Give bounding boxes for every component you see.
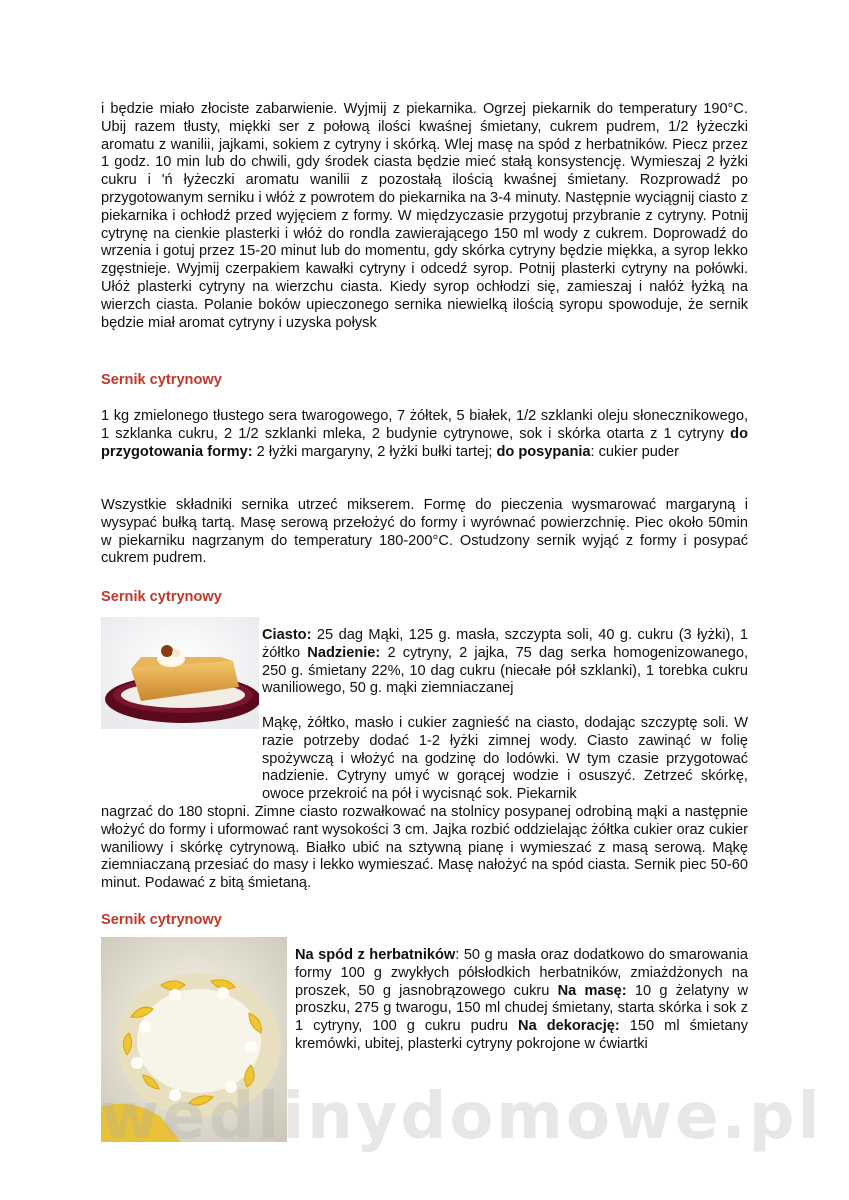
recipe4-ingredients bbox=[295, 947, 748, 1054]
recipe3-filling-label: Nadzienie: bbox=[307, 644, 381, 661]
recipe4-base-label: Na spód z herbatników bbox=[295, 947, 456, 963]
intro-text: i będzie miało złociste zabarwienie. Wyjmij z piekarnika. Ogrzej piekarnik do temperatury 190°C. Ubij razem tłusty, miękki ser z połową ilości kwaśnej śmietany, cukrem pudrem, 1/2 łyżeczki aromatu z wanilii, jajkami, sokiem z cytryny i skórką. Wlej masę na spód z herbatników. Piecz przez 1 godz. 10 min lub do chwili, gdy środek ciasta będzie mieć stałą konsystencję. Wymieszaj 2 łyżki cukru i 'ń łyżeczki aromatu wanilii z pozostałą ilością kwaśnej śmietany. Rozprowadź po przygotowanym serniku i włóż z powrotem do piekarnika na 3-4 minuty. Następnie wyciągnij ciasto z piekarnika i ochłodź przed wyjęciem z formy. W międzyczasie przygotuj przybranie z cytryny. Potnij cytrynę na cienkie plasterki i włóż do rondla zawierającego 150 ml wody z cukrem. Doprowadź do wrzenia i gotuj przez 15-20 minut lub do momentu, gdy skórka cytryny będzie miękka, a syrop lekko zgęstnieje. Wyjmij czerpakiem kawałki cytryny i odcedź syrop. Potnij plasterki cytryny na połówki. Ułóż plasterki cytryny na wierzchu ciasta. Kiedy syrop ochłodzi się, zamieszaj i nałóż łyżką na wierzch ciasta. Polanie boków upieczonego sernika niewielką ilością syropu spowoduje, że sernik będzie miał aromat cytryny i uzyska połysk bbox=[101, 101, 748, 331]
recipe3-ingredients bbox=[262, 627, 748, 698]
cheesecake-slice-image bbox=[101, 617, 259, 729]
lemon-cheesecake-image bbox=[101, 937, 287, 1142]
intro-paragraph bbox=[101, 101, 748, 332]
recipe2-dust-label: do posypania bbox=[496, 443, 591, 460]
recipe3-method-side: Mąkę, żółtko, masło i cukier zagnieść na ciasto, dodając szczyptę soli. W razie potrzeby dodać 1-2 łyżki zimnej wody. Ciasto zawinąć w folię spożywczą i włożyć na godzinę do lodówki. W tym czasie przygotować nadzienie. Cytryny umyć w gorącej wodzie i osuszyć. Zetrzeć skórkę, owoce przekroić na pół i wycisnąć sok. Piekarnik bbox=[262, 715, 748, 803]
recipe3-method-full: nagrzać do 180 stopni. Zimne ciasto rozwałkować na stolnicy posypanej odrobiną mąki a następnie włożyć do formy i uformować rant wysokości 3 cm. Jajka rozbić oddzielając żółtka cukier oraz cukier waniliowy i skórkę cytrynową. Białko ubić na sztywną pianę i wymieszać z masą serową. Mąkę ziemniaczaną przesiać do masy i lekko wymieszać. Masę nałożyć na spód ciasta. Sernik piec 50-60 minut. Podawać z bitą śmietaną. bbox=[101, 804, 748, 892]
recipe4-decor-label: Na dekorację: bbox=[518, 1018, 620, 1035]
recipe2-ingredients bbox=[101, 408, 748, 461]
recipe2-form-text: 2 łyżki margaryny, 2 łyżki bułki tartej; bbox=[252, 443, 497, 460]
recipe2-ingredients-text: 1 kg zmielonego tłustego sera twarogowego, 7 żółtek, 5 białek, 1/2 szklanki oleju słonecznikowego, 1 szklanka cukru, 2 1/2 szklanki mleka, 2 budynie cytrynowe, sok i skórka otarta z 1 cytryny bbox=[101, 408, 748, 442]
recipe3-dough-text: 25 dag Mąki, 125 g. masła, szczypta soli, 40 g. cukru (3 łyżki), 1 żółtko bbox=[262, 627, 748, 661]
recipe3-title: Sernik cytrynowy bbox=[101, 589, 222, 605]
recipe3-filling-text: 2 cytryny, 2 jajka, 75 dag serka homogenizowanego, 250 g. śmietany 22%, 10 dag cukru (niecałe pół szklanki), 1 torebka cukru waniliowego, 50 g. mąki ziemniaczanej bbox=[262, 644, 748, 697]
recipe4-mass-label: Na masę: bbox=[557, 982, 627, 999]
recipe2-dust-text: : cukier puder bbox=[590, 443, 679, 460]
recipe2-title: Sernik cytrynowy bbox=[101, 372, 222, 388]
recipe2-method: Wszystkie składniki sernika utrzeć mikserem. Formę do pieczenia wysmarować margaryną i wysypać bułką tartą. Masę serową przełożyć do formy i wyrównać powierzchnię. Piec około 50min w piekarniku nagrzanym do temperatury 180-200°C. Ostudzony sernik wyjąć z formy i posypać cukrem pudrem. bbox=[101, 497, 748, 567]
recipe4-title: Sernik cytrynowy bbox=[101, 912, 222, 928]
recipe4-mass-text: 10 g żelatyny w proszku, 275 g twarogu, 150 ml chudej śmietany, starta skórka i sok z 1 cytryny, 100 g cukru pudru bbox=[295, 982, 748, 1035]
watermark: wedlinydomowe.pl bbox=[100, 1080, 823, 1154]
recipe3-dough-label: Ciasto: bbox=[262, 627, 312, 643]
recipe4-decor-text: 150 ml śmietany kremówki, ubitej, plasterki cytryny pokrojone w ćwiartki bbox=[295, 1018, 748, 1052]
recipe2-form-label: do przygotowania formy: bbox=[101, 425, 748, 460]
recipe4-base-text: : 50 g masła oraz dodatkowo do smarowania formy 100 g zwykłych półsłodkich herbatników, zmiażdżonych na proszek, 50 g jasnobrązowego cukru bbox=[295, 947, 748, 999]
